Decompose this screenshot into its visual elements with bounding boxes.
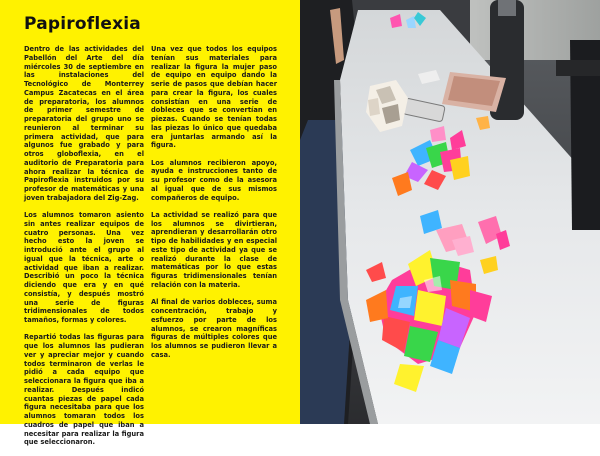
paragraph: Repartió todas las figuras para que los alumnos las pudieran ver y apreciar mejor y cuando todos terminaron de verlas le pidió a cada equipo que seleccionara la figura que iba a realizar. Después indicó cuantas piezas de papel cada figura necesitaba para que los alumnos tomaran todos los cuadros de papel que iban a necesitar para realizar la figura que seleccionaron. (24, 333, 144, 447)
paragraph: Una vez que todos los equipos tenían sus materiales para realizar la figura la mujer paso de equipo en equipo dando la serie de pasos que debían hacer para crear la figura, los cuales consistían en una serie de dobleces que se convertían en piezas. Cuando se tenían todas las piezas lo único que quedaba era juntarlas armando así la figura. (151, 45, 277, 150)
paragraph: Los alumnos tomaron asiento sin antes realizar equipos de cuatro personas. Una vez hecho esto la joven se introdució ante el grupo al igual que la técnica, arte o actividad que iban a realizar. Describió un poco la técnica diciendo que era y en qué consistía, y después mostró una serie de figuras tridimensionales de todos tamaños, formas y colores. (24, 211, 144, 325)
paragraph: La actividad se realizó para que los alumnos se divirtieran, aprendieran y desarrollarán otro tipo de habilidades y en especial este tipo de actividad ya que se realizó durante la clase de matemáticas por lo que estas figuras tridimensionales tenían relación con la materia. (151, 210, 277, 289)
yellow-text-panel (0, 0, 300, 447)
origami-table-photo (300, 0, 600, 424)
right-text-column (151, 45, 277, 368)
left-text-column (24, 45, 144, 456)
paragraph: Al final de varios dobleces, suma concentración, trabajo y esfuerzo por parte de los alumnos, se crearon magníficas figuras de múltiples colores que los alumnos se pudieron llevar a casa. (151, 298, 277, 359)
paragraph: Dentro de las actividades del Pabellón del Arte del día miércoles 30 de septiembre en las instalaciones del Tecnológico de Monterrey Campus Zacatecas en el área de preparatoria, los alumnos de primer semestre de preparatoria del grupo uno se reunieron al terminar su primera actividad, que para algunos fue grabado y para otros globoflexia, en el auditorio de Preparatoria para ahora realizar la técnica de Papiroflexia instruidos por su profesor de matemáticas y una joven trabajadora del Zig-Zag. (24, 45, 144, 202)
paragraph: Los alumnos recibieron apoyo, ayuda e instrucciones tanto de su profesor como de la asesora al igual que de sus mismos compañeros de equipo. (151, 158, 277, 202)
article-title: Papiroflexia (24, 14, 141, 34)
